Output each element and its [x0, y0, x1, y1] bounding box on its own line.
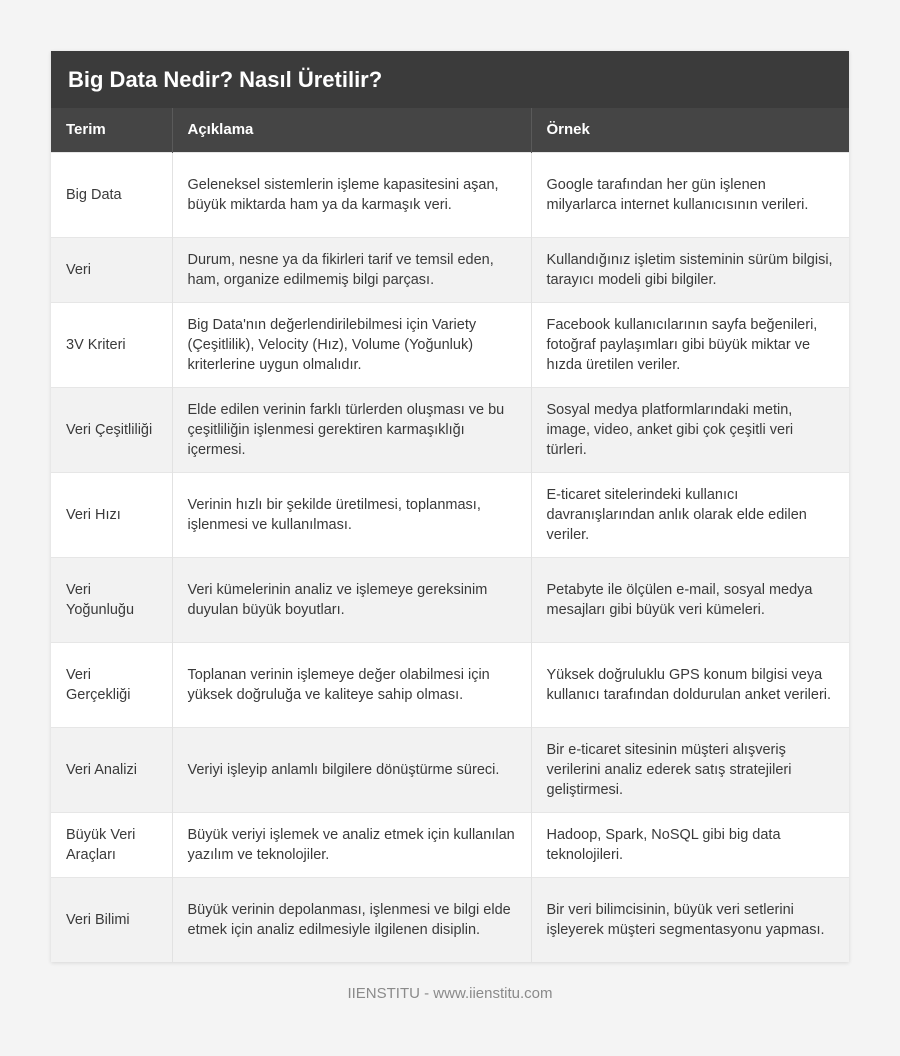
example-cell: Kullandığınız işletim sisteminin sürüm bilgisi, tarayıcı modeli gibi bilgiler.	[531, 237, 849, 302]
term-cell: 3V Kriteri	[51, 302, 172, 387]
table-row	[51, 387, 849, 472]
description-cell: Big Data'nın değerlendirilebilmesi için Variety (Çeşitlilik), Velocity (Hız), Volume (Yoğunluk) kriterlerine uygun olmalıdır.	[172, 302, 531, 387]
table-title: Big Data Nedir? Nasıl Üretilir?	[51, 51, 849, 108]
example-cell: E-ticaret sitelerindeki kullanıcı davranışlarından anlık olarak elde edilen veriler.	[531, 472, 849, 557]
column-header-description: Açıklama	[172, 108, 531, 152]
term-cell: Veri Hızı	[51, 472, 172, 557]
table-row	[51, 557, 849, 642]
table-row	[51, 302, 849, 387]
description-cell: Durum, nesne ya da fikirleri tarif ve temsil eden, ham, organize edilmemiş bilgi parçası.	[172, 237, 531, 302]
term-cell: Veri Çeşitliliği	[51, 387, 172, 472]
example-cell: Google tarafından her gün işlenen milyarlarca internet kullanıcısının verileri.	[531, 152, 849, 237]
term-cell: Big Data	[51, 152, 172, 237]
example-cell: Bir e-ticaret sitesinin müşteri alışveriş verilerini analiz ederek satış stratejileri geliştirmesi.	[531, 727, 849, 812]
example-cell: Bir veri bilimcisinin, büyük veri setlerini işleyerek müşteri segmentasyonu yapması.	[531, 877, 849, 962]
example-cell: Petabyte ile ölçülen e-mail, sosyal medya mesajları gibi büyük veri kümeleri.	[531, 557, 849, 642]
column-header-term: Terim	[51, 108, 172, 152]
column-header-example: Örnek	[531, 108, 849, 152]
table-row	[51, 727, 849, 812]
term-cell: Veri Analizi	[51, 727, 172, 812]
table-row	[51, 642, 849, 727]
description-cell: Büyük verinin depolanması, işlenmesi ve bilgi elde etmek için analiz edilmesiyle ilgilenen disiplin.	[172, 877, 531, 962]
example-cell: Facebook kullanıcılarının sayfa beğenileri, fotoğraf paylaşımları gibi büyük miktar ve hızda üretilen veriler.	[531, 302, 849, 387]
table-row	[51, 237, 849, 302]
description-cell: Verinin hızlı bir şekilde üretilmesi, toplanması, işlenmesi ve kullanılması.	[172, 472, 531, 557]
glossary-card	[51, 51, 849, 962]
term-cell: Veri Yoğunluğu	[51, 557, 172, 642]
example-cell: Hadoop, Spark, NoSQL gibi big data teknolojileri.	[531, 812, 849, 877]
term-cell: Veri Gerçekliği	[51, 642, 172, 727]
footer-credit: IIENSTITU - www.iienstitu.com	[347, 985, 553, 1002]
term-cell: Veri	[51, 237, 172, 302]
example-cell: Sosyal medya platformlarındaki metin, image, video, anket gibi çok çeşitli veri türleri.	[531, 387, 849, 472]
example-cell: Yüksek doğruluklu GPS konum bilgisi veya kullanıcı tarafından doldurulan anket verileri.	[531, 642, 849, 727]
table-row	[51, 472, 849, 557]
description-cell: Geleneksel sistemlerin işleme kapasitesini aşan, büyük miktarda ham ya da karmaşık veri.	[172, 152, 531, 237]
description-cell: Toplanan verinin işlemeye değer olabilmesi için yüksek doğruluğa ve kaliteye sahip olması.	[172, 642, 531, 727]
glossary-table	[51, 108, 849, 962]
table-row	[51, 877, 849, 962]
description-cell: Elde edilen verinin farklı türlerden oluşması ve bu çeşitliliğin işlenmesi gerektiren karmaşıklığı içermesi.	[172, 387, 531, 472]
header-row	[51, 108, 849, 152]
table-row	[51, 152, 849, 237]
term-cell: Büyük Veri Araçları	[51, 812, 172, 877]
table-row	[51, 812, 849, 877]
description-cell: Veriyi işleyip anlamlı bilgilere dönüştürme süreci.	[172, 727, 531, 812]
description-cell: Büyük veriyi işlemek ve analiz etmek için kullanılan yazılım ve teknolojiler.	[172, 812, 531, 877]
description-cell: Veri kümelerinin analiz ve işlemeye gereksinim duyulan büyük boyutları.	[172, 557, 531, 642]
term-cell: Veri Bilimi	[51, 877, 172, 962]
